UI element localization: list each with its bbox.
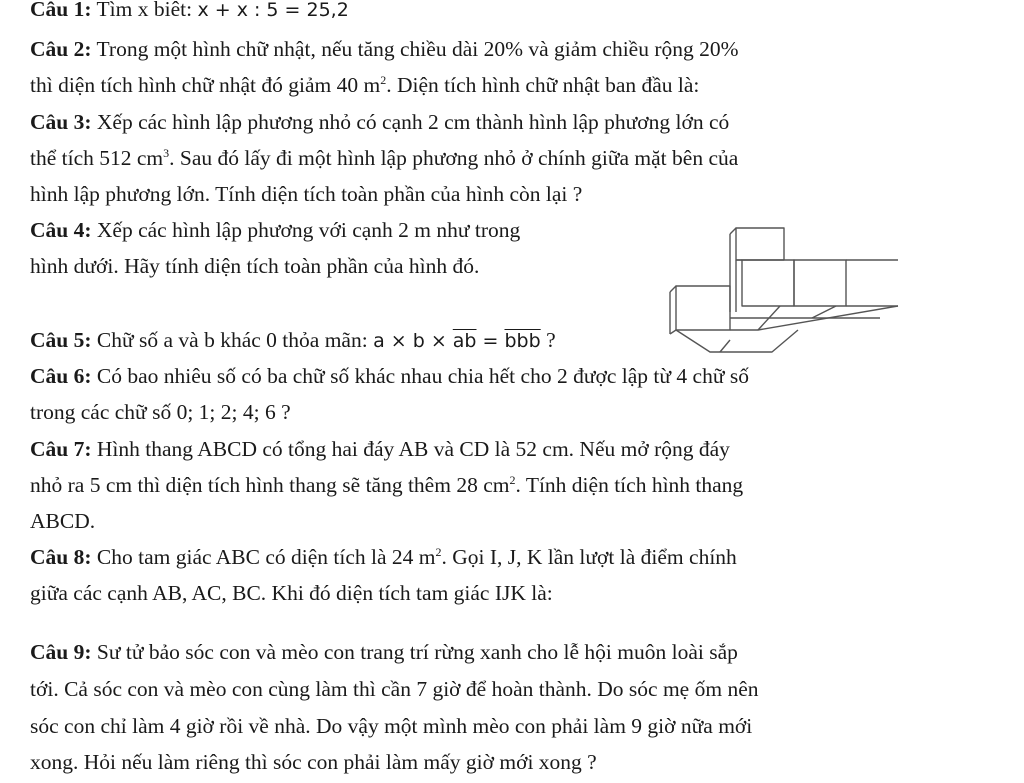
question-9-text-c: sóc con chỉ làm 4 giờ rồi về nhà. Do vậy một mình mèo con phải làm 9 giờ nữa mới xyxy=(30,714,753,738)
question-5-expr-eq: = xyxy=(476,330,505,352)
question-2-text: Trong một hình chữ nhật, nếu tăng chiều dài 20% và giảm chiều rộng 20% xyxy=(96,37,739,61)
question-5 xyxy=(30,327,556,354)
question-3-text-b: . Sau đó lấy đi một hình lập phương nhỏ ở chính giữa mặt bên của xyxy=(169,146,739,170)
question-6-label: Câu 6: xyxy=(30,364,92,388)
question-9-line-2 xyxy=(30,676,758,702)
question-1-text: Tìm x biêt: xyxy=(96,0,193,21)
question-8-line-2 xyxy=(30,580,553,606)
question-6-line-1 xyxy=(30,363,749,389)
question-8-sup: 2 xyxy=(435,544,442,559)
question-1-label: Câu 1: xyxy=(30,0,92,21)
question-5-tail: ? xyxy=(540,328,556,352)
question-5-expr-a: a × b × xyxy=(373,330,453,352)
question-2-text-a: thì diện tích hình chữ nhật đó giảm 40 m xyxy=(30,73,381,97)
question-1-expression: x + x : 5 = 25,2 xyxy=(197,0,349,21)
cube-bottom-left xyxy=(676,286,730,330)
question-7-text-a: nhỏ ra 5 cm thì diện tích hình thang sẽ tăng thêm 28 cm xyxy=(30,473,510,497)
question-7-text-b: . Tính diện tích hình thang xyxy=(515,473,744,497)
question-2-text-b: . Diện tích hình chữ nhật ban đầu là: xyxy=(386,73,700,97)
question-7-line-2 xyxy=(30,472,743,498)
question-3-text-c: hình lập phương lớn. Tính diện tích toàn phần của hình còn lại ? xyxy=(30,182,583,206)
question-8-line-1 xyxy=(30,544,737,570)
cube-top-edge xyxy=(730,228,736,234)
cube-stack-figure xyxy=(662,222,902,358)
question-6-line-2 xyxy=(30,399,291,425)
question-7-text: Hình thang ABCD có tổng hai đáy AB và CD là 52 cm. Nếu mở rộng đáy xyxy=(96,437,730,461)
question-4-label: Câu 4: xyxy=(30,218,92,242)
cube-mid-1 xyxy=(742,260,794,306)
floor-divider-3 xyxy=(720,340,730,352)
question-4-text-b: hình dưới. Hãy tính diện tích toàn phần của hình đó. xyxy=(30,254,480,278)
cube-mid-2 xyxy=(794,260,846,306)
question-6-text-b: trong các chữ số 0; 1; 2; 4; 6 ? xyxy=(30,400,291,424)
question-9-text-d: xong. Hỏi nếu làm riêng thì sóc con phải làm mấy giờ mới xong ? xyxy=(30,750,597,774)
question-9-line-3 xyxy=(30,713,752,739)
cube-bottom-top-edge xyxy=(670,286,676,292)
floor-divider-2 xyxy=(812,306,836,318)
question-7-line-3 xyxy=(30,508,95,534)
question-2-label: Câu 2: xyxy=(30,37,92,61)
question-8-text-b: . Gọi I, J, K lần lượt là điểm chính xyxy=(441,545,737,569)
question-2-line-1 xyxy=(30,36,739,62)
question-7-text-c: ABCD. xyxy=(30,509,96,533)
question-7-line-1 xyxy=(30,436,730,462)
question-2-line-2 xyxy=(30,72,699,98)
cube-bottom-corner xyxy=(670,330,676,334)
question-5-text: Chữ số a và b khác 0 thỏa mãn: xyxy=(96,328,368,352)
question-5-expression xyxy=(373,330,541,352)
question-9-text: Sư tử bảo sóc con và mèo con trang trí rừng xanh cho lễ hội muôn loài sắp xyxy=(96,640,738,664)
question-5-label: Câu 5: xyxy=(30,328,92,352)
question-2-sup: 2 xyxy=(380,72,387,87)
question-3-line-2 xyxy=(30,145,738,171)
question-3-line-1 xyxy=(30,109,729,135)
cube-top-front xyxy=(736,228,784,260)
question-3-text-a: thể tích 512 cm xyxy=(30,146,164,170)
question-5-expr-ab: $\overline{ab}$ xyxy=(452,330,477,352)
question-3-label: Câu 3: xyxy=(30,110,92,134)
question-8-text-a: Cho tam giác ABC có diện tích là 24 m xyxy=(96,545,436,569)
question-4-line-2 xyxy=(30,253,479,279)
question-3-text: Xếp các hình lập phương nhỏ có cạnh 2 cm thành hình lập phương lớn có xyxy=(96,110,730,134)
question-8-label: Câu 8: xyxy=(30,545,92,569)
question-9-line-4 xyxy=(30,749,597,775)
question-9-line-1 xyxy=(30,639,738,665)
question-1 xyxy=(30,0,349,23)
question-7-sup: 2 xyxy=(509,472,516,487)
question-9-label: Câu 9: xyxy=(30,640,92,664)
question-7-label: Câu 7: xyxy=(30,437,92,461)
question-6-text: Có bao nhiêu số có ba chữ số khác nhau chia hết cho 2 được lập từ 4 chữ số xyxy=(96,364,749,388)
question-3-sup: 3 xyxy=(163,145,170,160)
question-8-text-c: giữa các cạnh AB, AC, BC. Khi đó diện tích tam giác IJK là: xyxy=(30,581,553,605)
question-4-text: Xếp các hình lập phương với cạnh 2 m như trong xyxy=(96,218,521,242)
question-9-text-b: tới. Cả sóc con và mèo con cùng làm thì cần 7 giờ để hoàn thành. Do sóc mẹ ốm nên xyxy=(30,677,759,701)
floor-edge-back xyxy=(676,330,798,352)
question-3-line-3 xyxy=(30,181,582,207)
question-4-line-1 xyxy=(30,217,520,243)
question-5-expr-bbb: $\overline{bbb}$ xyxy=(504,330,541,352)
